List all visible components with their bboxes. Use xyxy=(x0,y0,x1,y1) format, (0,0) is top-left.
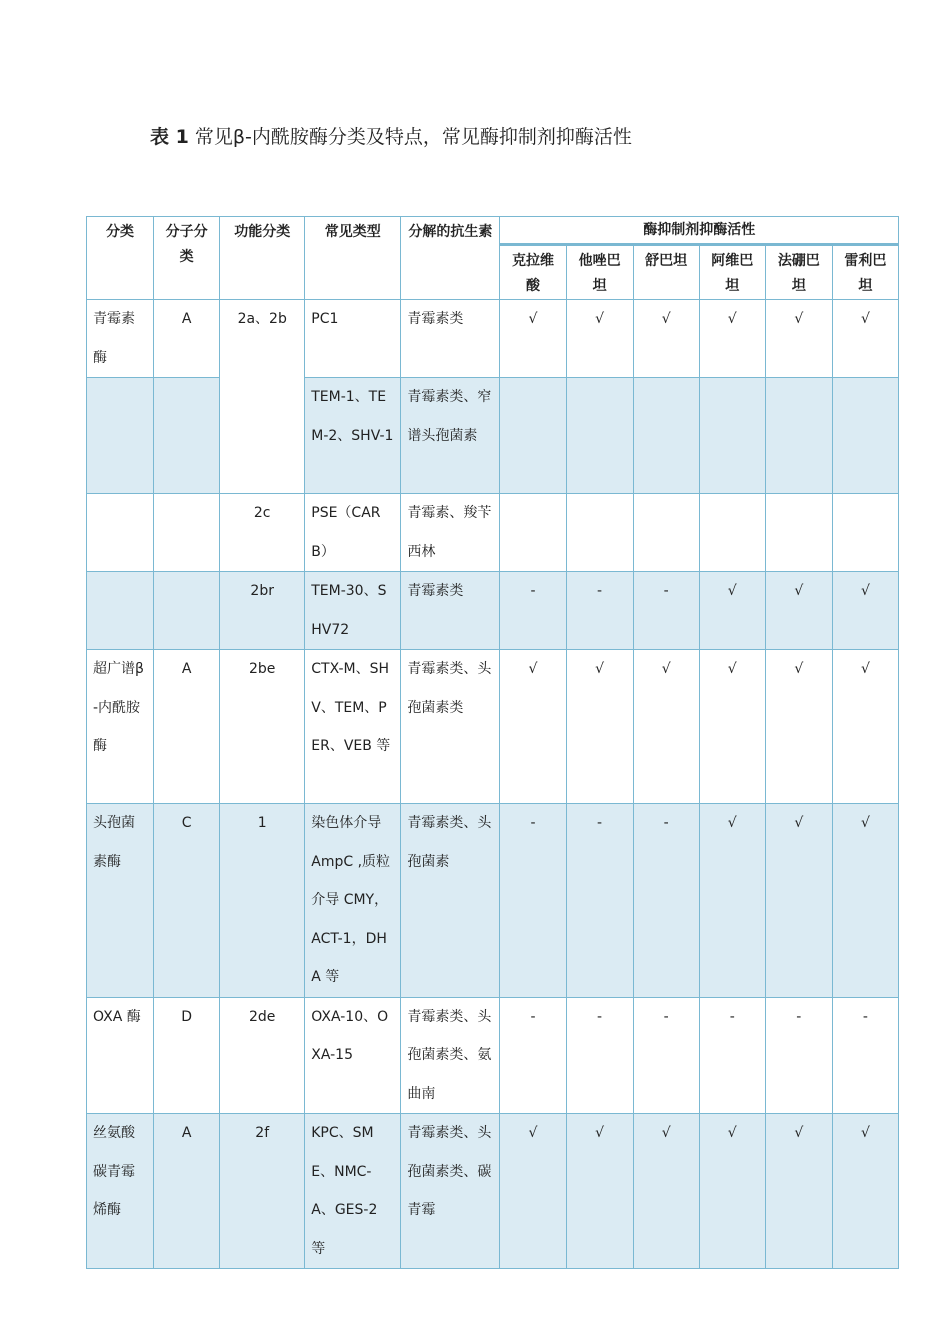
table-row xyxy=(87,997,899,1114)
header-molecular: 分子分类 xyxy=(154,217,220,300)
cell-activity: √ xyxy=(699,572,765,650)
cell-functional: 2a、2b xyxy=(220,300,305,494)
cell-category xyxy=(87,494,154,572)
cell-antibiotics: 青霉素、羧苄西林 xyxy=(401,494,500,572)
cell-category: 头孢菌素酶 xyxy=(87,804,154,998)
cell-category xyxy=(87,572,154,650)
header-inhibitor: 他唑巴坦 xyxy=(566,245,633,300)
cell-activity: √ xyxy=(500,300,566,378)
cell-molecular xyxy=(154,494,220,572)
cell-activity: √ xyxy=(699,1114,765,1269)
cell-type: OXA-10、OXA-15 xyxy=(305,997,401,1114)
cell-activity xyxy=(832,378,898,494)
cell-activity: - xyxy=(832,997,898,1114)
cell-antibiotics: 青霉素类、头孢菌素类、氨曲南 xyxy=(401,997,500,1114)
header-functional: 功能分类 xyxy=(220,217,305,300)
cell-activity: √ xyxy=(633,1114,699,1269)
cell-functional: 2f xyxy=(220,1114,305,1269)
cell-activity: √ xyxy=(566,300,633,378)
cell-activity: √ xyxy=(699,300,765,378)
table-row xyxy=(87,300,899,378)
cell-type: CTX-M、SHV、TEM、PER、VEB 等 xyxy=(305,650,401,804)
cell-activity: √ xyxy=(832,300,898,378)
cell-activity: √ xyxy=(765,804,832,998)
header-row-1 xyxy=(87,217,899,245)
cell-activity: - xyxy=(500,997,566,1114)
cell-activity xyxy=(633,494,699,572)
cell-molecular: A xyxy=(154,650,220,804)
cell-type: TEM-30、SHV72 xyxy=(305,572,401,650)
cell-antibiotics: 青霉素类 xyxy=(401,300,500,378)
header-inhibitor: 舒巴坦 xyxy=(633,245,699,300)
cell-activity xyxy=(500,494,566,572)
cell-activity: √ xyxy=(832,650,898,804)
enzyme-table xyxy=(86,216,899,1269)
cell-category: 超广谱β-内酰胺酶 xyxy=(87,650,154,804)
cell-activity: √ xyxy=(566,650,633,804)
cell-molecular xyxy=(154,572,220,650)
cell-activity xyxy=(566,494,633,572)
cell-activity xyxy=(699,494,765,572)
cell-antibiotics: 青霉素类 xyxy=(401,572,500,650)
cell-category: OXA 酶 xyxy=(87,997,154,1114)
cell-category: 丝氨酸碳青霉烯酶 xyxy=(87,1114,154,1269)
cell-molecular: C xyxy=(154,804,220,998)
cell-activity xyxy=(832,494,898,572)
cell-activity: √ xyxy=(765,572,832,650)
table-row xyxy=(87,378,899,494)
cell-type: 染色体介导 AmpC ,质粒介导 CMY，ACT-1，DHA 等 xyxy=(305,804,401,998)
cell-activity: - xyxy=(633,997,699,1114)
table-row xyxy=(87,494,899,572)
cell-activity xyxy=(765,378,832,494)
cell-molecular: A xyxy=(154,300,220,378)
header-inhibitor: 阿维巴坦 xyxy=(699,245,765,300)
cell-molecular: A xyxy=(154,1114,220,1269)
cell-molecular xyxy=(154,378,220,494)
cell-activity: √ xyxy=(832,572,898,650)
cell-category: 青霉素酶 xyxy=(87,300,154,378)
cell-activity: √ xyxy=(566,1114,633,1269)
cell-molecular: D xyxy=(154,997,220,1114)
table-caption xyxy=(150,122,632,149)
header-category: 分类 xyxy=(87,217,154,300)
cell-activity: √ xyxy=(500,1114,566,1269)
header-inhibitor: 法硼巴坦 xyxy=(765,245,832,300)
header-antibiotics: 分解的抗生素 xyxy=(401,217,500,300)
cell-activity: - xyxy=(566,804,633,998)
cell-functional: 2be xyxy=(220,650,305,804)
table-caption-text: 常见β-内酰胺酶分类及特点，常见酶抑制剂抑酶活性 xyxy=(194,126,632,148)
cell-type: PSE（CARB） xyxy=(305,494,401,572)
cell-type: PC1 xyxy=(305,300,401,378)
cell-activity: √ xyxy=(633,300,699,378)
cell-activity: - xyxy=(566,572,633,650)
header-inhibitor: 雷利巴坦 xyxy=(832,245,898,300)
cell-type: KPC、SME、NMC-A、GES-2 等 xyxy=(305,1114,401,1269)
cell-antibiotics: 青霉素类、头孢菌素类、碳青霉 xyxy=(401,1114,500,1269)
cell-category xyxy=(87,378,154,494)
cell-activity: √ xyxy=(699,650,765,804)
cell-activity: √ xyxy=(832,804,898,998)
cell-functional: 2c xyxy=(220,494,305,572)
cell-activity xyxy=(633,378,699,494)
header-inhibitor: 克拉维酸 xyxy=(500,245,566,300)
cell-activity xyxy=(765,494,832,572)
cell-activity: - xyxy=(699,997,765,1114)
cell-antibiotics: 青霉素类、头孢菌素 xyxy=(401,804,500,998)
cell-activity: √ xyxy=(832,1114,898,1269)
cell-activity xyxy=(500,378,566,494)
cell-activity: √ xyxy=(500,650,566,804)
table-row xyxy=(87,1114,899,1269)
cell-activity: - xyxy=(500,804,566,998)
cell-activity: - xyxy=(765,997,832,1114)
cell-activity: √ xyxy=(765,1114,832,1269)
cell-activity: √ xyxy=(765,300,832,378)
cell-functional: 2de xyxy=(220,997,305,1114)
cell-activity xyxy=(566,378,633,494)
table-row xyxy=(87,804,899,998)
table-caption-label: 表 1 xyxy=(150,126,189,148)
header-common-type: 常见类型 xyxy=(305,217,401,300)
cell-functional: 1 xyxy=(220,804,305,998)
cell-activity: √ xyxy=(699,804,765,998)
table-row xyxy=(87,650,899,804)
cell-activity: - xyxy=(633,804,699,998)
cell-antibiotics: 青霉素类、头孢菌素类 xyxy=(401,650,500,804)
cell-activity: - xyxy=(500,572,566,650)
header-activity-group: 酶抑制剂抑酶活性 xyxy=(500,217,899,245)
cell-activity: √ xyxy=(633,650,699,804)
cell-type: TEM-1、TEM-2、SHV-1 xyxy=(305,378,401,494)
cell-functional: 2br xyxy=(220,572,305,650)
cell-activity: √ xyxy=(765,650,832,804)
cell-activity xyxy=(699,378,765,494)
table-row xyxy=(87,572,899,650)
cell-activity: - xyxy=(566,997,633,1114)
cell-activity: - xyxy=(633,572,699,650)
cell-antibiotics: 青霉素类、窄谱头孢菌素 xyxy=(401,378,500,494)
